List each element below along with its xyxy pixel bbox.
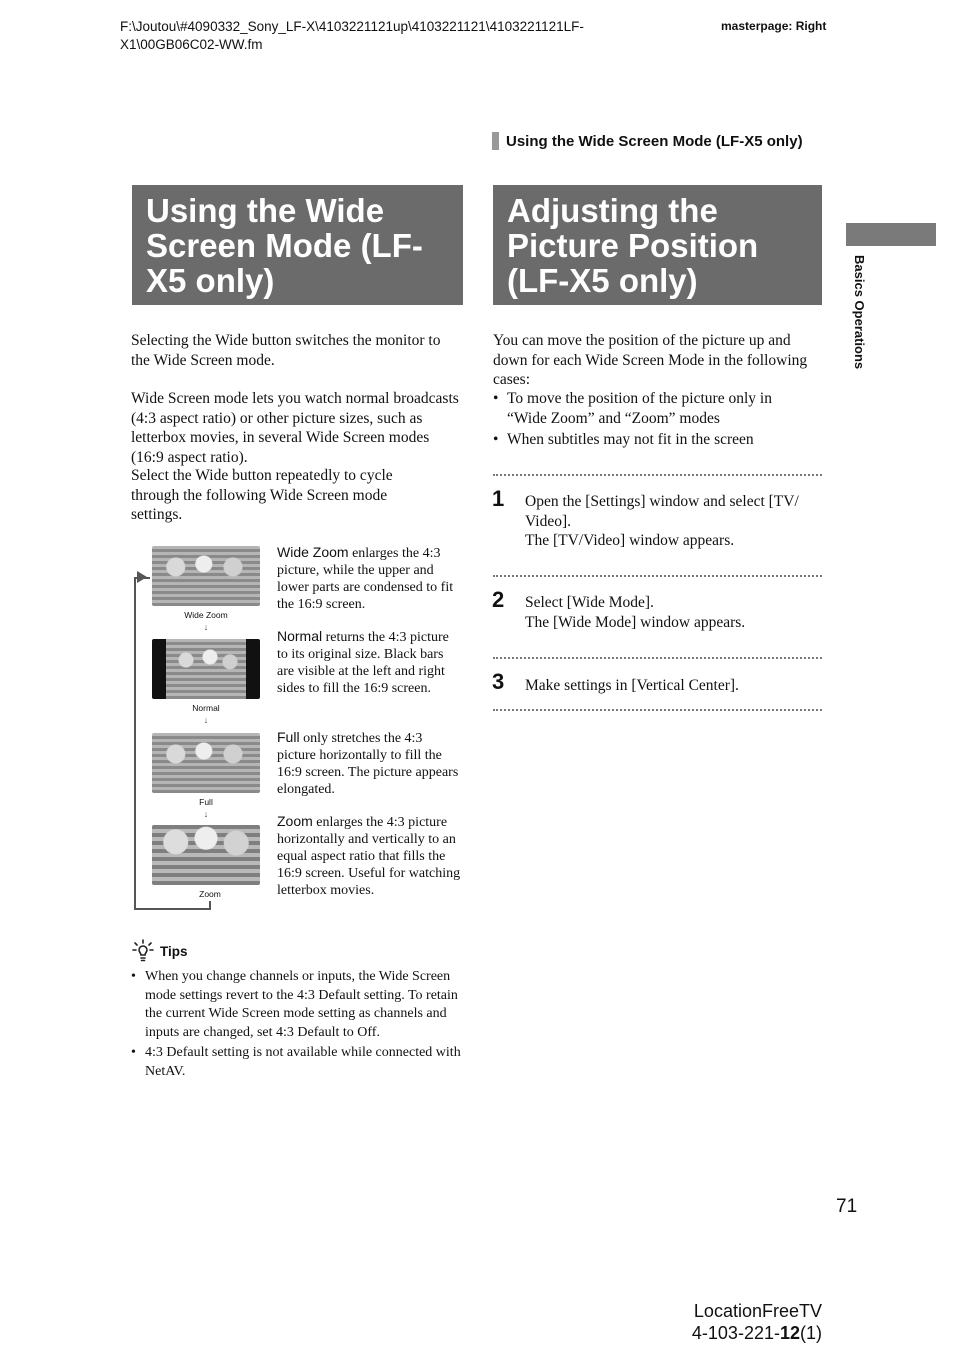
normal-description	[277, 628, 463, 697]
list-item	[131, 1044, 461, 1081]
step-3-instruction: Make settings in [Vertical Center].	[525, 677, 739, 694]
bullet-icon: •	[493, 431, 499, 448]
bullet-icon: •	[493, 390, 499, 407]
left-intro: Selecting the Wide button switches the monitor to the Wide Screen mode.	[131, 332, 441, 369]
running-header-title: Using the Wide Screen Mode (LF-X5 only)	[506, 132, 803, 150]
section-title-wide-screen: Using the Wide Screen Mode (LF-X5 only)	[132, 185, 463, 305]
step-2-result: The [Wide Mode] window appears.	[525, 613, 746, 631]
file-path-line-1: F:\Joutou\#4090332_Sony_LF-X\4103221121up\4103221121\4103221121LF-	[120, 19, 584, 34]
wide-zoom-thumb-label: Wide Zoom	[184, 610, 228, 620]
dotted-divider	[493, 657, 822, 659]
step-1-text	[525, 492, 823, 551]
wide-zoom-mode-name: Wide Zoom	[277, 544, 349, 560]
masterpage-label: masterpage: Right	[721, 19, 827, 33]
step-2-text	[525, 593, 823, 632]
full-mode-name: Full	[277, 729, 300, 745]
right-bullets	[493, 389, 813, 450]
step-number-1: 1	[492, 486, 505, 511]
left-para-2: Wide Screen mode lets you watch normal broadcasts (4:3 aspect ratio) or other picture sizes, such as letterbox movies, in several Wide Screen modes (16:9 aspect ratio).	[131, 390, 459, 466]
dotted-divider	[493, 474, 822, 476]
full-thumb-label: Full	[199, 797, 213, 807]
product-code	[686, 1322, 822, 1344]
full-description	[277, 729, 463, 798]
normal-thumbnail	[152, 639, 260, 699]
left-para-3: Select the Wide button repeatedly to cycle through the following Wide Screen mode settings.	[131, 467, 393, 523]
tips-heading	[132, 939, 188, 963]
list-item	[493, 389, 813, 428]
page-number: 71	[836, 1196, 858, 1217]
zoom-thumbnail	[152, 825, 260, 885]
cycle-connector-bottom	[134, 908, 211, 910]
cycle-connector-riser	[209, 901, 211, 910]
step-1-instruction: Open the [Settings] window and select [TV/ Video].	[525, 493, 799, 530]
step-2-instruction: Select [Wide Mode].	[525, 594, 654, 611]
product-name: LocationFreeTV	[693, 1301, 822, 1321]
tips-list	[131, 968, 461, 1081]
file-path	[120, 18, 640, 54]
full-thumbnail	[152, 733, 260, 793]
running-header	[492, 132, 803, 150]
wide-zoom-mode-text: enlarges the 4:3 picture, while the upper and lower parts are condensed to fit the 16:9 screen.	[277, 546, 454, 612]
arrow-down-icon: ↓	[203, 715, 209, 725]
bullet-text: To move the position of the picture only in “Wide Zoom” and “Zoom” modes	[507, 390, 772, 427]
cycle-arrow-icon	[137, 571, 147, 583]
running-header-bar	[492, 132, 499, 150]
lightbulb-icon	[132, 939, 154, 963]
zoom-mode-text: enlarges the 4:3 picture horizontally and vertically to an equal aspect ratio that fills the 16:9 screen. Useful for watching letterbox movies.	[277, 815, 461, 898]
cycle-connector-vertical	[134, 577, 136, 910]
normal-thumb-label: Normal	[192, 703, 220, 713]
tips-heading-label: Tips	[160, 943, 188, 959]
zoom-mode-name: Zoom	[277, 813, 313, 829]
full-mode-text: only stretches the 4:3 picture horizontally to fill the 16:9 screen. The picture appears elongated.	[277, 731, 459, 797]
step-number-2: 2	[492, 587, 505, 612]
side-tab-label: Basics Operations	[852, 255, 867, 370]
right-intro: You can move the position of the picture up and down for each Wide Screen Mode in the following cases:	[493, 332, 808, 388]
arrow-down-icon: ↓	[203, 622, 209, 632]
normal-mode-name: Normal	[277, 628, 323, 644]
wide-zoom-thumbnail	[152, 546, 260, 606]
zoom-thumb-label: Zoom	[199, 889, 221, 899]
file-path-line-2: X1\00GB06C02-WW.fm	[120, 37, 263, 52]
list-item	[493, 430, 813, 450]
product-code-block	[686, 1300, 822, 1344]
list-item	[131, 968, 461, 1042]
step-3-text	[525, 676, 823, 696]
product-code-prefix: 4-103-221-	[691, 1323, 780, 1343]
arrow-down-icon: ↓	[203, 809, 209, 819]
side-tab-marker	[846, 223, 936, 246]
bullet-icon: •	[131, 969, 136, 984]
dotted-divider	[493, 575, 822, 577]
bullet-text: When subtitles may not fit in the screen	[507, 431, 754, 448]
section-title-picture-position: Adjusting the Picture Position (LF-X5 only)	[493, 185, 822, 305]
wide-zoom-description	[277, 544, 463, 613]
step-number-3: 3	[492, 669, 505, 694]
dotted-divider	[493, 709, 822, 711]
product-code-bold: 12	[779, 1323, 800, 1343]
normal-mode-text: returns the 4:3 picture to its original size. Black bars are visible at the left and right sides to fill the 16:9 screen.	[277, 630, 449, 696]
tip-text: When you change channels or inputs, the Wide Screen mode settings revert to the 4:3 Default setting. To retain the current Wide Screen mode setting as channels and inputs are changed, set 4:3 Default to Off.	[145, 969, 458, 1040]
tip-text: 4:3 Default setting is not available while connected with NetAV.	[145, 1045, 461, 1079]
bullet-icon: •	[131, 1045, 136, 1060]
zoom-description	[277, 813, 463, 899]
product-code-suffix: (1)	[800, 1323, 822, 1343]
step-1-result: The [TV/Video] window appears.	[525, 532, 735, 549]
